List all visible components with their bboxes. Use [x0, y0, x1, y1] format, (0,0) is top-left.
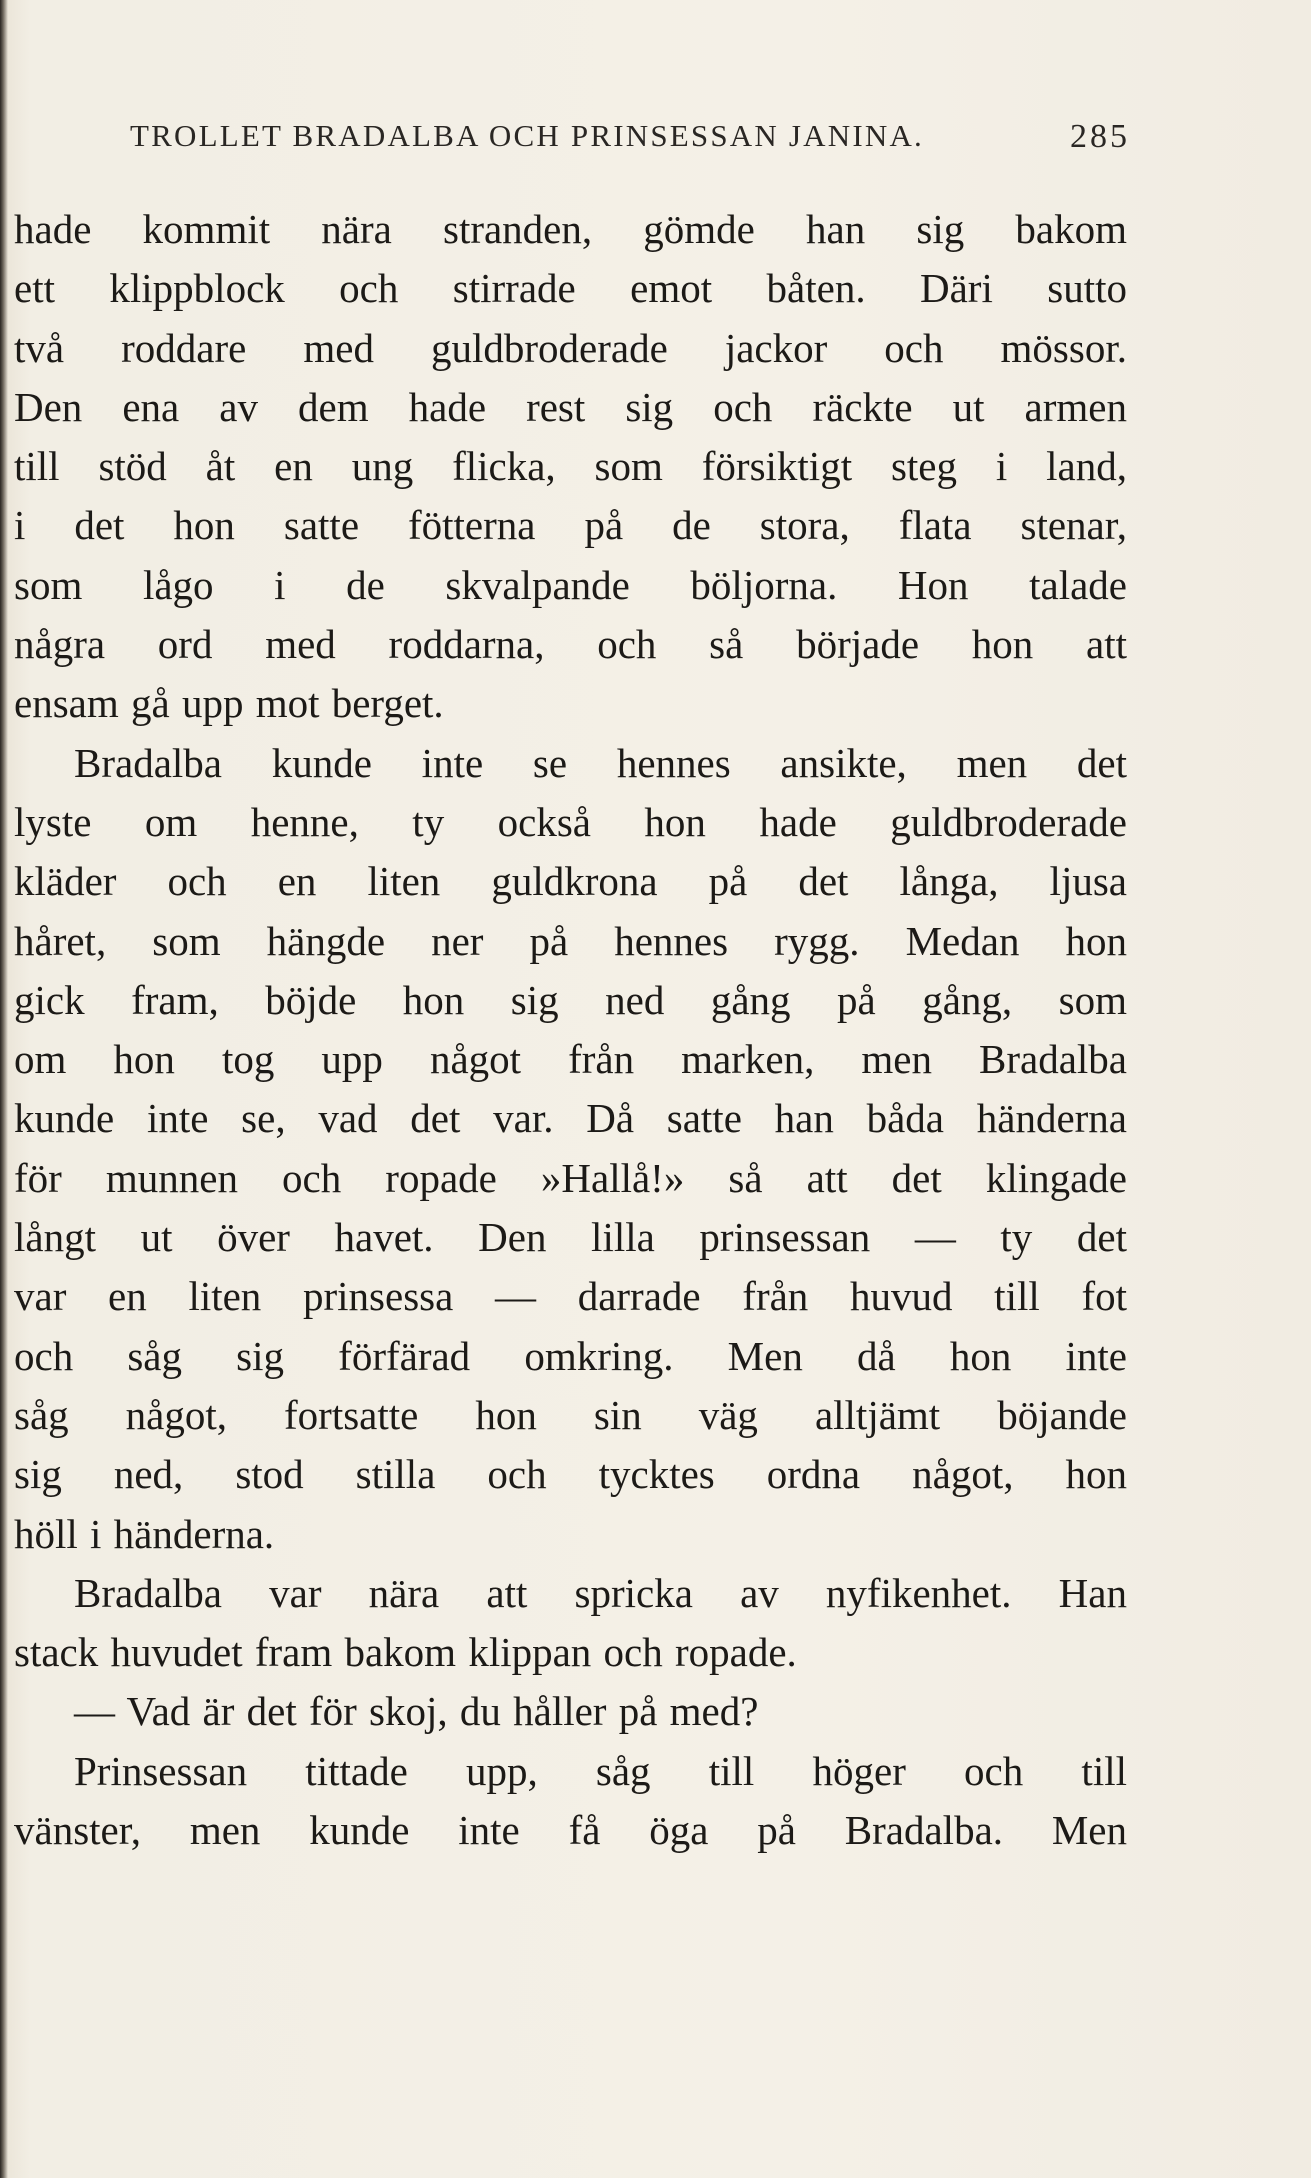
text-line: för munnen och ropade »Hallå!» så att det klingade	[14, 1154, 1127, 1201]
text-line: vänster, men kunde inte få öga på Bradalba. Men	[14, 1807, 1127, 1854]
text-line: några ord med roddarna, och så började hon att	[14, 621, 1127, 668]
text-line: Den ena av dem hade rest sig och räckte ut armen	[14, 383, 1127, 430]
text-line: ett klippblock och stirrade emot båten. Däri sutto	[14, 265, 1127, 312]
page-header	[130, 118, 1130, 168]
text-line: kunde inte se, vad det var. Då satte han båda händerna	[14, 1095, 1127, 1142]
text-line: kläder och en liten guldkrona på det långa, ljusa	[14, 858, 1127, 905]
text-line: var en liten prinsessa — darrade från huvud till fot	[14, 1273, 1127, 1320]
text-line: två roddare med guldbroderade jackor och mössor.	[14, 324, 1127, 371]
text-line: höll i händerna.	[14, 1510, 275, 1557]
text-line: till stöd åt en ung flicka, som försiktigt steg i land,	[14, 443, 1127, 490]
text-line: ensam gå upp mot berget.	[14, 680, 444, 727]
text-line: som lågo i de skvalpande böljorna. Hon talade	[14, 561, 1127, 608]
text-line: och såg sig förfärad omkring. Men då hon inte	[14, 1332, 1127, 1379]
text-line: Prinsessan tittade upp, såg till höger och till	[74, 1747, 1127, 1794]
body-text	[14, 200, 1127, 1860]
text-line: håret, som hängde ner på hennes rygg. Medan hon	[14, 917, 1127, 964]
text-line: sig ned, stod stilla och tycktes ordna något, hon	[14, 1451, 1127, 1498]
page-spine-edge	[0, 0, 8, 2178]
text-line: såg något, fortsatte hon sin väg alltjämt böjande	[14, 1391, 1127, 1438]
text-line: om hon tog upp något från marken, men Bradalba	[14, 1036, 1127, 1083]
text-line: stack huvudet fram bakom klippan och ropade.	[14, 1629, 797, 1676]
text-line: gick fram, böjde hon sig ned gång på gång, som	[14, 976, 1127, 1023]
page-number: 285	[1070, 118, 1130, 155]
text-line: lyste om henne, ty också hon hade guldbroderade	[14, 798, 1127, 845]
running-title: TROLLET BRADALBA OCH PRINSESSAN JANINA.	[130, 118, 924, 153]
text-line: — Vad är det för skoj, du håller på med?	[74, 1688, 759, 1735]
text-line: långt ut över havet. Den lilla prinsessan — ty det	[14, 1214, 1127, 1261]
text-line: Bradalba kunde inte se hennes ansikte, men det	[74, 739, 1127, 786]
text-line: hade kommit nära stranden, gömde han sig bakom	[14, 206, 1127, 252]
text-line: i det hon satte fötterna på de stora, flata stenar,	[14, 502, 1127, 549]
text-line: Bradalba var nära att spricka av nyfikenhet. Han	[74, 1569, 1127, 1616]
